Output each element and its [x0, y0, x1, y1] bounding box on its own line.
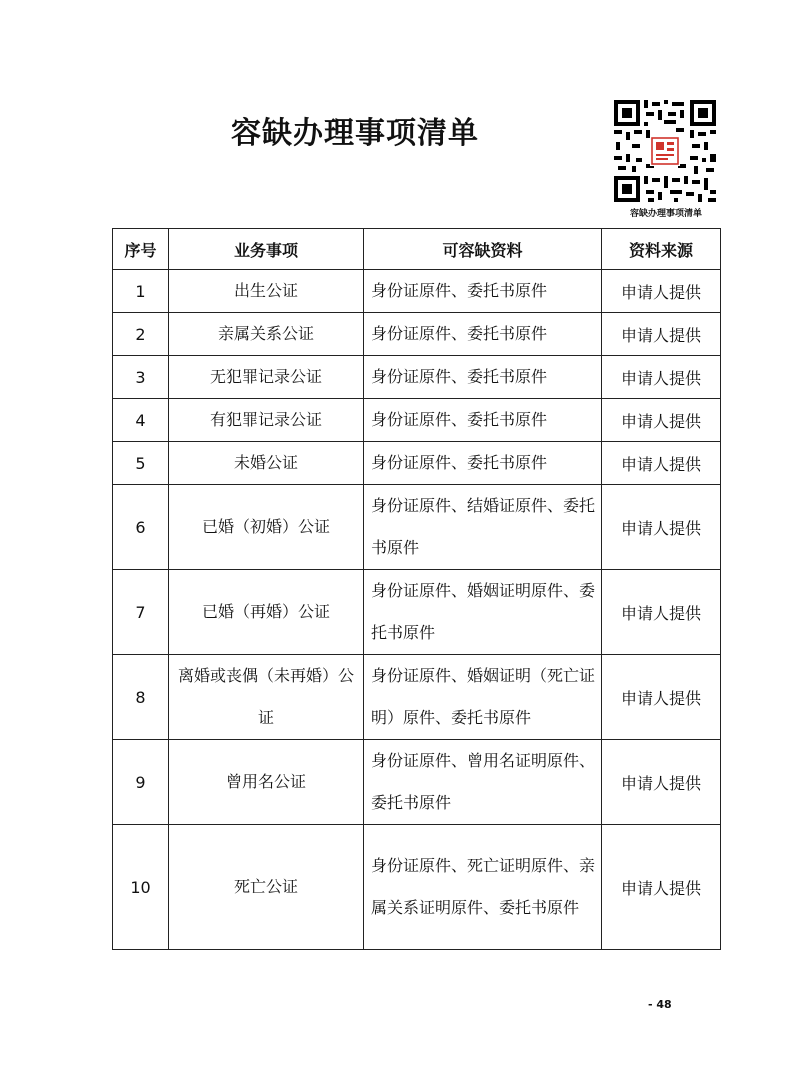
table-row [113, 270, 721, 313]
row-item: 无犯罪记录公证 [169, 356, 364, 399]
table-row [113, 655, 721, 740]
row-materials: 身份证原件、委托书原件 [364, 442, 602, 485]
items-table [112, 228, 721, 950]
row-item: 离婚或丧偶（未再婚）公证 [169, 655, 364, 740]
row-no: 5 [113, 442, 169, 485]
table-row [113, 313, 721, 356]
table-header-row [113, 229, 721, 270]
table-row [113, 399, 721, 442]
qr-code-block [612, 98, 720, 219]
row-no: 3 [113, 356, 169, 399]
row-materials: 身份证原件、委托书原件 [364, 270, 602, 313]
page-number: - 48 [648, 998, 672, 1011]
row-source: 申请人提供 [602, 485, 721, 570]
row-materials: 身份证原件、死亡证明原件、亲属关系证明原件、委托书原件 [364, 825, 602, 950]
row-no: 2 [113, 313, 169, 356]
row-source: 申请人提供 [602, 270, 721, 313]
row-no: 10 [113, 825, 169, 950]
row-item: 出生公证 [169, 270, 364, 313]
row-source: 申请人提供 [602, 442, 721, 485]
row-materials: 身份证原件、曾用名证明原件、委托书原件 [364, 740, 602, 825]
row-materials: 身份证原件、婚姻证明原件、委托书原件 [364, 570, 602, 655]
row-source: 申请人提供 [602, 399, 721, 442]
page-title: 容缺办理事项清单 [231, 116, 479, 151]
row-no: 1 [113, 270, 169, 313]
row-materials: 身份证原件、委托书原件 [364, 356, 602, 399]
table-row [113, 442, 721, 485]
row-item: 曾用名公证 [169, 740, 364, 825]
row-materials: 身份证原件、结婚证原件、委托书原件 [364, 485, 602, 570]
row-no: 9 [113, 740, 169, 825]
row-no: 8 [113, 655, 169, 740]
row-source: 申请人提供 [602, 570, 721, 655]
row-source: 申请人提供 [602, 313, 721, 356]
row-item: 已婚（初婚）公证 [169, 485, 364, 570]
header-materials: 可容缺资料 [364, 229, 602, 270]
header-item: 业务事项 [169, 229, 364, 270]
header-no: 序号 [113, 229, 169, 270]
header-source: 资料来源 [602, 229, 721, 270]
qr-caption: 容缺办理事项清单 [629, 209, 702, 219]
row-item: 亲属关系公证 [169, 313, 364, 356]
row-item: 已婚（再婚）公证 [169, 570, 364, 655]
row-source: 申请人提供 [602, 740, 721, 825]
row-materials: 身份证原件、婚姻证明（死亡证明）原件、委托书原件 [364, 655, 602, 740]
table-row [113, 485, 721, 570]
row-source: 申请人提供 [602, 655, 721, 740]
table-row [113, 570, 721, 655]
row-item: 有犯罪记录公证 [169, 399, 364, 442]
row-item: 未婚公证 [169, 442, 364, 485]
row-source: 申请人提供 [602, 356, 721, 399]
table-row [113, 740, 721, 825]
row-no: 6 [113, 485, 169, 570]
table-row [113, 825, 721, 950]
qr-code-icon [612, 98, 718, 204]
row-source: 申请人提供 [602, 825, 721, 950]
table-row [113, 356, 721, 399]
row-no: 7 [113, 570, 169, 655]
row-item: 死亡公证 [169, 825, 364, 950]
row-materials: 身份证原件、委托书原件 [364, 399, 602, 442]
row-materials: 身份证原件、委托书原件 [364, 313, 602, 356]
row-no: 4 [113, 399, 169, 442]
